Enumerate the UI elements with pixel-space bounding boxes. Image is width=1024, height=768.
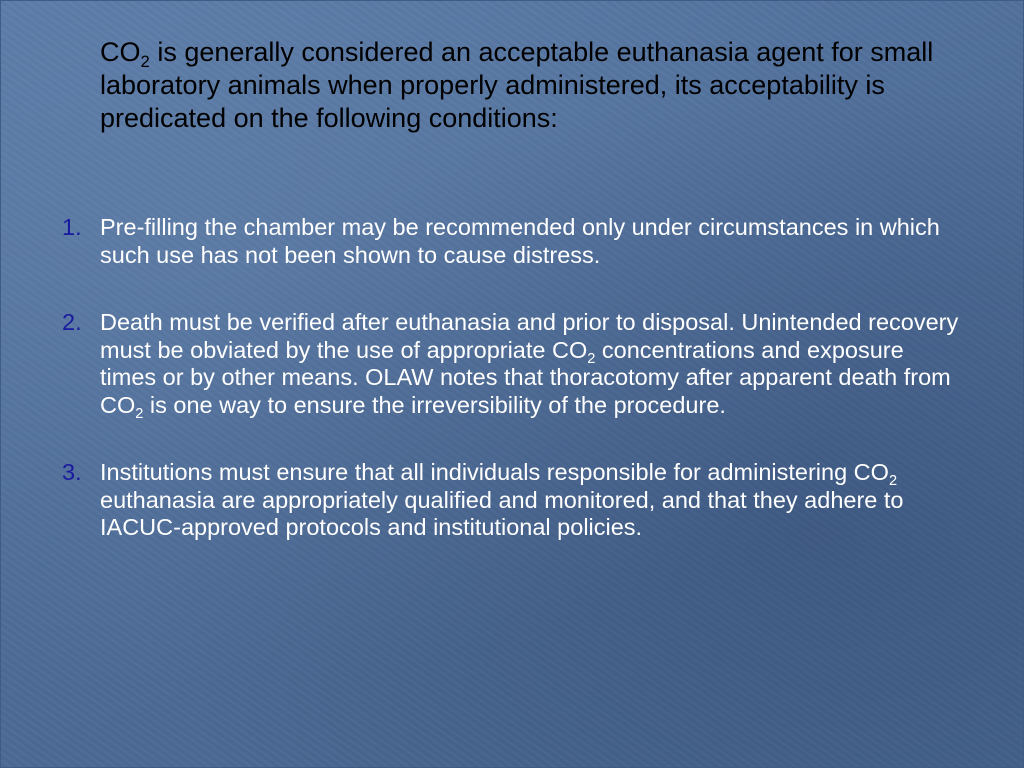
list-number: 2.	[62, 309, 82, 335]
list-item-text	[100, 309, 959, 422]
intro-paragraph	[100, 36, 970, 135]
conditions-list	[62, 214, 962, 542]
list-item-text-part: concentrations and exposure times or by other means. OLAW notes that thoracotomy after apparent death from CO	[100, 336, 951, 418]
list-item-text-part: is one way to ensure the irreversibility of the procedure.	[143, 391, 726, 418]
list-item-text-part: Institutions must ensure that all individuals responsible for administering CO	[100, 459, 889, 485]
list-item-text: Pre-filling the chamber may be recommended only under circumstances in which such use has not been shown to cause distress.	[100, 214, 940, 268]
list-item-text	[100, 459, 903, 540]
co2-subscript: 2	[135, 405, 144, 422]
list-item-text-part: euthanasia are appropriately qualified and monitored, and that they adhere to IACUC-approved protocols and institutional policies.	[100, 486, 904, 540]
list-item	[62, 309, 962, 422]
list-item	[62, 214, 962, 269]
list-number: 3.	[62, 459, 82, 485]
intro-subscript: 2	[140, 51, 150, 71]
co2-subscript: 2	[587, 350, 596, 367]
co2-subscript: 2	[888, 473, 898, 490]
list-number: 1.	[62, 214, 82, 240]
intro-text: is generally considered an acceptable euthanasia agent for small laboratory animals when properly administered, its acceptability is predicated on the following conditions:	[100, 37, 934, 133]
list-item	[62, 459, 962, 542]
intro-co: CO	[100, 37, 141, 67]
list-item-text-part: Death must be verified after euthanasia and prior to disposal. Unintended recovery must be obviated by the use of appropriate CO	[100, 309, 959, 363]
